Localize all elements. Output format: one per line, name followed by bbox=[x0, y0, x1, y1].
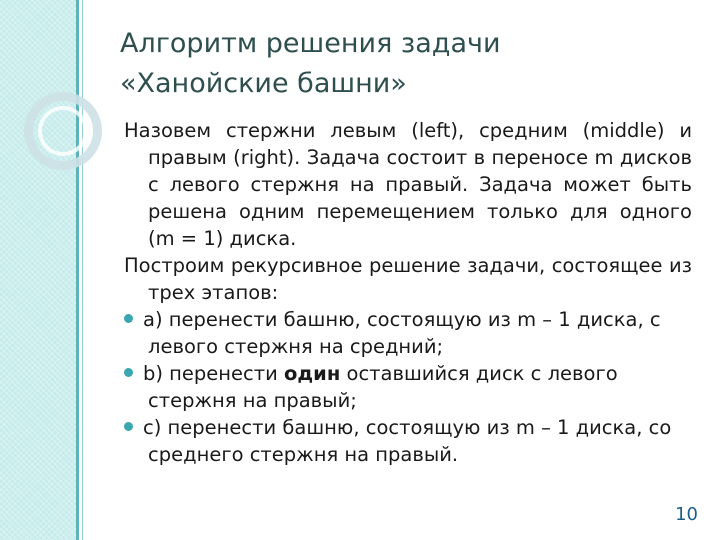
paragraph-recursive: Построим рекурсивное решение задачи, состоящее из трех этапов: bbox=[124, 254, 692, 304]
side-band-border bbox=[76, 0, 79, 540]
page-number: 10 bbox=[675, 504, 698, 525]
slide-body bbox=[124, 117, 692, 468]
slide-title-line1: Алгоритм решения задачи bbox=[120, 28, 501, 59]
bullet-text-b-post: оставшийся диск с левого стержня на правый; bbox=[148, 362, 618, 412]
side-band-border-thin bbox=[82, 0, 83, 540]
bullet-item-c bbox=[124, 414, 692, 468]
bullet-dot-icon bbox=[124, 422, 133, 431]
bullet-item-b bbox=[124, 360, 692, 414]
bullet-text-b-bold: один bbox=[284, 362, 341, 385]
paragraph-rods: Назовем стержни левым (left), средним (middle) и правым (right). Задача состоит в переносе m дисков с левого стержня на правый. Задача может быть решена одним перемещением только для одного (m = 1) диска. bbox=[124, 119, 692, 250]
slide-title bbox=[120, 24, 700, 104]
bullet-text-c: c) перенести башню, состоящую из m – 1 диска, со среднего стержня на правый. bbox=[143, 416, 672, 466]
bullet-dot-icon bbox=[124, 368, 133, 377]
slide-title-line2: «Ханойские башни» bbox=[120, 68, 407, 99]
bullet-text-a: a) перенести башню, состоящую из m – 1 диска, с левого стержня на средний; bbox=[143, 308, 661, 358]
bullet-text-b-pre: b) перенести bbox=[143, 362, 285, 385]
decorative-ring-inner bbox=[38, 106, 88, 156]
decorative-side-band bbox=[0, 0, 76, 540]
bullet-item-a bbox=[124, 306, 692, 360]
bullet-dot-icon bbox=[124, 314, 133, 323]
